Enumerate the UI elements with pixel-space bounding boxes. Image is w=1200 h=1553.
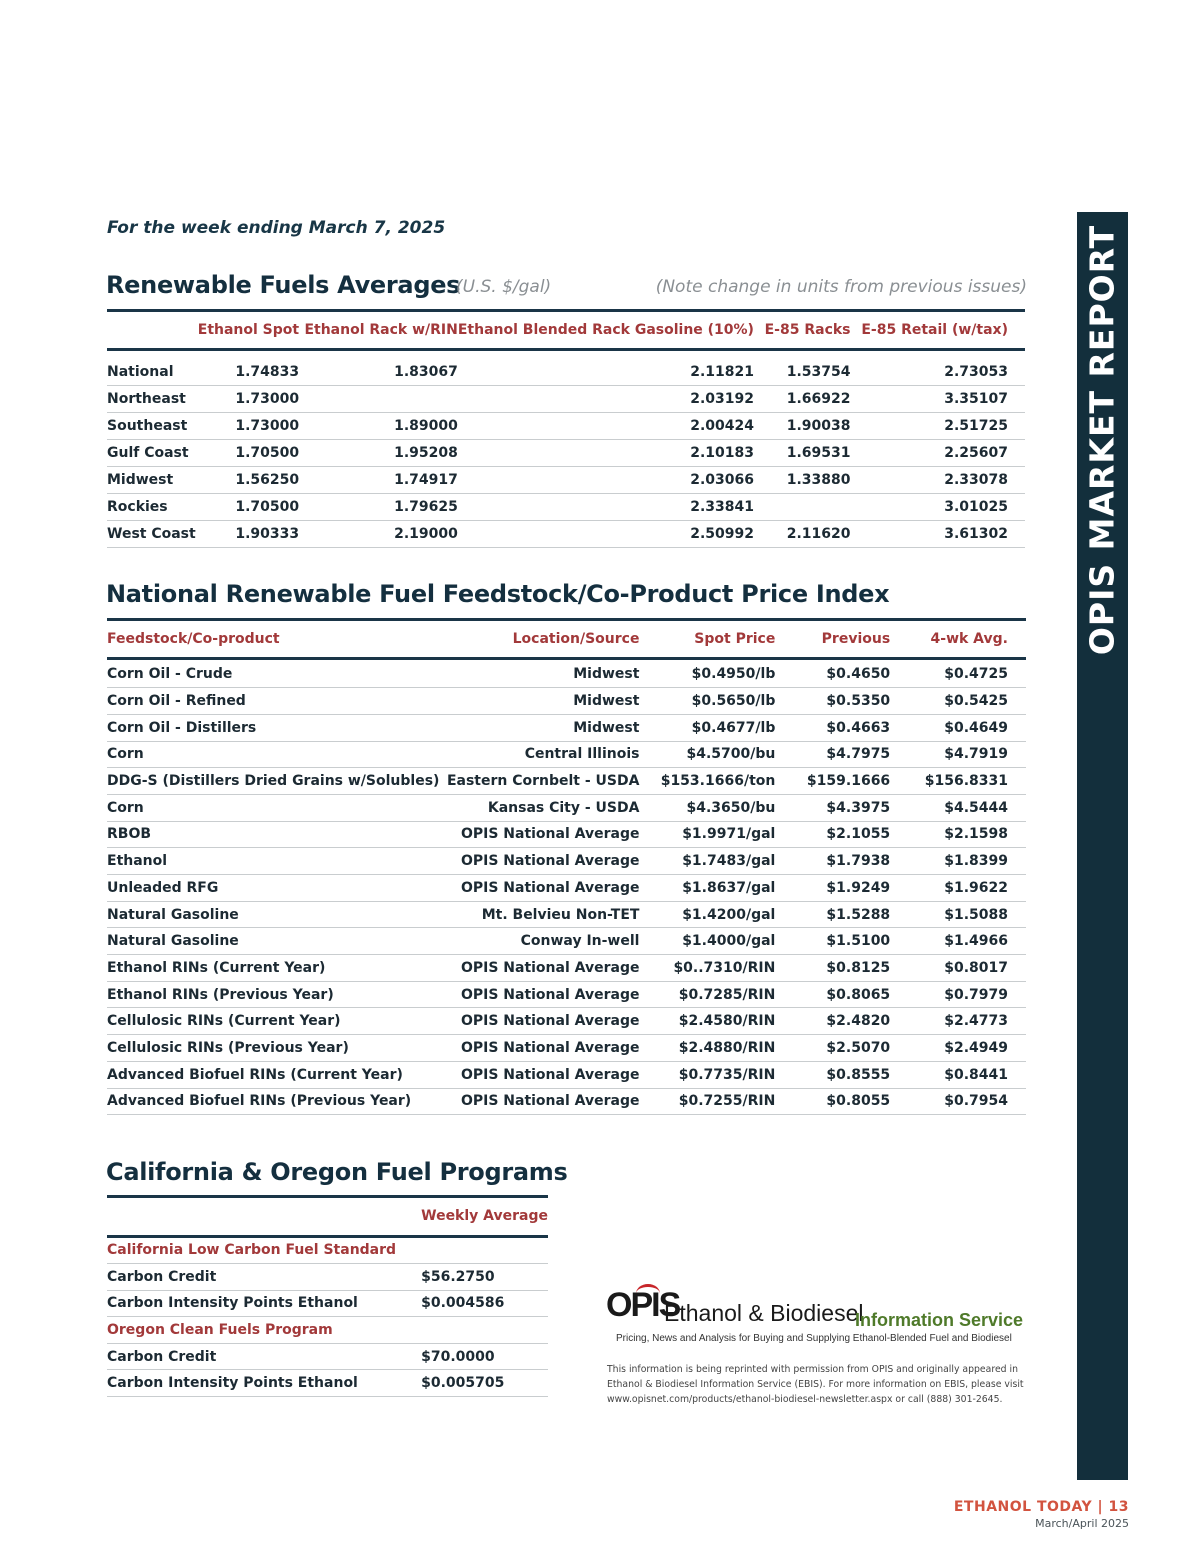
avg-cell: $4.5444 xyxy=(890,794,1026,821)
value-cell: 1.79625 xyxy=(299,493,458,520)
spot-cell: $1.7483/gal xyxy=(639,848,775,875)
location-cell: Kansas City - USDA xyxy=(447,794,640,821)
renewable-note: (Note change in units from previous issues) xyxy=(655,277,1027,297)
feedstock-col-location: Location/Source xyxy=(512,630,640,647)
value-cell: 3.01025 xyxy=(851,493,1025,520)
location-cell: OPIS National Average xyxy=(447,875,640,902)
feedstock-table xyxy=(107,621,1026,1115)
value-cell: 2.00424 xyxy=(458,412,754,439)
spot-cell: $0.7285/RIN xyxy=(639,981,775,1008)
table-row xyxy=(107,1343,548,1370)
previous-cell: $0.8065 xyxy=(775,981,890,1008)
california-table-wrap xyxy=(107,1198,548,1397)
program-subheader xyxy=(107,1317,548,1344)
previous-cell: $159.1666 xyxy=(775,768,890,795)
table-row xyxy=(107,520,1025,547)
value-cell: 2.25607 xyxy=(851,439,1025,466)
feedstock-cell: Advanced Biofuel RINs (Previous Year) xyxy=(107,1088,447,1115)
avg-cell: $156.8331 xyxy=(890,768,1026,795)
spot-cell: $0.7735/RIN xyxy=(639,1061,775,1088)
spot-cell: $0..7310/RIN xyxy=(639,955,775,982)
spot-cell: $4.3650/bu xyxy=(639,794,775,821)
feedstock-cell: Advanced Biofuel RINs (Current Year) xyxy=(107,1061,447,1088)
location-cell: OPIS National Average xyxy=(447,981,640,1008)
table-row xyxy=(107,901,1026,928)
avg-cell: $0.4649 xyxy=(890,714,1026,741)
table-row xyxy=(107,928,1026,955)
table-row xyxy=(107,1035,1026,1062)
table-row xyxy=(107,493,1025,520)
table-row xyxy=(107,1264,548,1291)
renewable-table xyxy=(107,312,1025,548)
table-row xyxy=(107,385,1025,412)
previous-cell: $4.3975 xyxy=(775,794,890,821)
table-row xyxy=(107,1061,1026,1088)
feedstock-cell: Ethanol xyxy=(107,848,447,875)
avg-cell: $1.4966 xyxy=(890,928,1026,955)
location-cell: OPIS National Average xyxy=(447,821,640,848)
renewable-col-region xyxy=(107,312,198,349)
avg-cell: $4.7919 xyxy=(890,741,1026,768)
table-row xyxy=(107,794,1026,821)
disclaimer-text: This information is being reprinted with permission from OPIS and originally appeared in Ethanol & Biodiesel Information Service (EBIS). For more information on EBIS, please visit www.opisnet.com/products/ethanol-biodiesel-newsletter.aspx or call (888) 301-2645. xyxy=(607,1364,1024,1405)
spot-cell: $1.8637/gal xyxy=(639,875,775,902)
previous-cell: $0.8555 xyxy=(775,1061,890,1088)
spot-cell: $1.9971/gal xyxy=(639,821,775,848)
table-row xyxy=(107,1088,1026,1115)
program-item-label: Carbon Intensity Points Ethanol xyxy=(107,1290,421,1317)
value-cell: 1.69531 xyxy=(754,439,851,466)
renewable-col-ethanol-spot: Ethanol Spot xyxy=(197,321,300,338)
feedstock-cell: Corn Oil - Refined xyxy=(107,688,447,715)
program-subheader xyxy=(107,1236,548,1264)
program-item-value: $0.005705 xyxy=(421,1370,548,1397)
value-cell: 1.83067 xyxy=(299,359,458,386)
feedstock-cell: Unleaded RFG xyxy=(107,875,447,902)
program-item-label: Carbon Intensity Points Ethanol xyxy=(107,1370,421,1397)
value-cell: 2.33078 xyxy=(851,466,1025,493)
spot-cell: $0.4677/lb xyxy=(639,714,775,741)
table-row xyxy=(107,688,1026,715)
sidebar-banner xyxy=(1077,212,1128,1480)
value-cell: 2.51725 xyxy=(851,412,1025,439)
feedstock-cell: Natural Gasoline xyxy=(107,928,447,955)
feedstock-col-previous: Previous xyxy=(821,630,891,647)
california-title: California & Oregon Fuel Programs xyxy=(106,1158,568,1186)
sidebar-label: OPIS MARKET REPORT xyxy=(1082,224,1122,656)
value-cell: 1.73000 xyxy=(198,385,299,412)
feedstock-cell: Corn Oil - Crude xyxy=(107,662,447,688)
avg-cell: $0.5425 xyxy=(890,688,1026,715)
previous-cell: $0.8125 xyxy=(775,955,890,982)
location-cell: OPIS National Average xyxy=(447,1061,640,1088)
value-cell: 2.73053 xyxy=(851,359,1025,386)
table-row xyxy=(107,875,1026,902)
value-cell: 2.03192 xyxy=(458,385,754,412)
value-cell: 1.53754 xyxy=(754,359,851,386)
table-row xyxy=(107,981,1026,1008)
avg-cell: $0.4725 xyxy=(890,662,1026,688)
feedstock-title: National Renewable Fuel Feedstock/Co-Product Price Index xyxy=(106,580,890,608)
avg-cell: $0.8441 xyxy=(890,1061,1026,1088)
previous-cell: $1.7938 xyxy=(775,848,890,875)
value-cell: 2.11821 xyxy=(458,359,754,386)
value-cell: 1.33880 xyxy=(754,466,851,493)
program-value xyxy=(421,1317,548,1344)
region-cell: National xyxy=(107,359,198,386)
avg-cell: $2.1598 xyxy=(890,821,1026,848)
previous-cell: $1.9249 xyxy=(775,875,890,902)
value-cell: 2.03066 xyxy=(458,466,754,493)
value-cell: 2.11620 xyxy=(754,520,851,547)
table-row xyxy=(107,955,1026,982)
location-cell: Central Illinois xyxy=(447,741,640,768)
avg-cell: $0.7954 xyxy=(890,1088,1026,1115)
footer-date: March/April 2025 xyxy=(1035,1517,1129,1530)
previous-cell: $1.5288 xyxy=(775,901,890,928)
feedstock-cell: Natural Gasoline xyxy=(107,901,447,928)
previous-cell: $2.1055 xyxy=(775,821,890,848)
location-cell: OPIS National Average xyxy=(447,1088,640,1115)
location-cell: OPIS National Average xyxy=(447,955,640,982)
table-row xyxy=(107,662,1026,688)
previous-cell: $2.5070 xyxy=(775,1035,890,1062)
location-cell: Midwest xyxy=(447,662,640,688)
value-cell: 1.90038 xyxy=(754,412,851,439)
value-cell: 1.70500 xyxy=(198,493,299,520)
spot-cell: $0.5650/lb xyxy=(639,688,775,715)
value-cell: 1.56250 xyxy=(198,466,299,493)
feedstock-cell: Cellulosic RINs (Previous Year) xyxy=(107,1035,447,1062)
spot-cell: $4.5700/bu xyxy=(639,741,775,768)
avg-cell: $2.4949 xyxy=(890,1035,1026,1062)
value-cell: 1.73000 xyxy=(198,412,299,439)
table-row xyxy=(107,768,1026,795)
table-row xyxy=(107,439,1025,466)
spot-cell: $1.4000/gal xyxy=(639,928,775,955)
avg-cell: $1.5088 xyxy=(890,901,1026,928)
table-row xyxy=(107,1008,1026,1035)
program-value xyxy=(421,1236,548,1264)
program-label: Oregon Clean Fuels Program xyxy=(107,1317,421,1344)
california-col-weekly: Weekly Average xyxy=(421,1208,548,1225)
feedstock-cell: RBOB xyxy=(107,821,447,848)
program-item-label: Carbon Credit xyxy=(107,1343,421,1370)
value-cell: 1.70500 xyxy=(198,439,299,466)
previous-cell: $4.7975 xyxy=(775,741,890,768)
week-label: For the week ending March 7, 2025 xyxy=(107,218,446,238)
region-cell: Northeast xyxy=(107,385,198,412)
table-row xyxy=(107,741,1026,768)
region-cell: Southeast xyxy=(107,412,198,439)
program-item-label: Carbon Credit xyxy=(107,1264,421,1291)
value-cell: 1.95208 xyxy=(299,439,458,466)
renewable-col-e85-racks: E-85 Racks xyxy=(764,321,851,338)
renewable-units: (U.S. $/gal) xyxy=(456,277,552,297)
value-cell: 3.35107 xyxy=(851,385,1025,412)
table-row xyxy=(107,412,1025,439)
feedstock-cell: DDG-S (Distillers Dried Grains w/Solubles) xyxy=(107,768,447,795)
value-cell: 2.10183 xyxy=(458,439,754,466)
location-cell: Midwest xyxy=(447,714,640,741)
renewable-title: Renewable Fuels Averages xyxy=(106,271,461,299)
feedstock-col-name: Feedstock/Co-product xyxy=(107,630,280,647)
table-row xyxy=(107,714,1026,741)
table-row xyxy=(107,1370,548,1397)
avg-cell: $2.4773 xyxy=(890,1008,1026,1035)
feedstock-cell: Corn xyxy=(107,794,447,821)
table-row xyxy=(107,359,1025,386)
value-cell: 2.33841 xyxy=(458,493,754,520)
feedstock-cell: Ethanol RINs (Current Year) xyxy=(107,955,447,982)
renewable-table-wrap xyxy=(107,312,1025,548)
table-row xyxy=(107,821,1026,848)
previous-cell: $2.4820 xyxy=(775,1008,890,1035)
feedstock-cell: Corn Oil - Distillers xyxy=(107,714,447,741)
previous-cell: $1.5100 xyxy=(775,928,890,955)
renewable-col-e85-retail: E-85 Retail (w/tax) xyxy=(861,321,1008,338)
california-header-row xyxy=(107,1198,548,1236)
value-cell: 2.19000 xyxy=(299,520,458,547)
opis-logo: OPIS xyxy=(606,1286,680,1324)
value-cell: 1.89000 xyxy=(299,412,458,439)
value-cell: 1.66922 xyxy=(754,385,851,412)
location-cell: Conway In-well xyxy=(447,928,640,955)
spot-cell: $0.7255/RIN xyxy=(639,1088,775,1115)
previous-cell: $0.5350 xyxy=(775,688,890,715)
avg-cell: $1.9622 xyxy=(890,875,1026,902)
table-row xyxy=(107,466,1025,493)
table-row xyxy=(107,848,1026,875)
value-cell: 1.74833 xyxy=(198,359,299,386)
previous-cell: $0.8055 xyxy=(775,1088,890,1115)
location-cell: Mt. Belvieu Non-TET xyxy=(447,901,640,928)
location-cell: OPIS National Average xyxy=(447,1035,640,1062)
spot-cell: $1.4200/gal xyxy=(639,901,775,928)
footer-title: ETHANOL TODAY | 13 xyxy=(953,1499,1129,1515)
value-cell xyxy=(754,493,851,520)
value-cell: 3.61302 xyxy=(851,520,1025,547)
feedstock-header-row xyxy=(107,621,1026,658)
feedstock-col-spot: Spot Price xyxy=(694,630,776,647)
location-cell: OPIS National Average xyxy=(447,848,640,875)
spot-cell: $153.1666/ton xyxy=(639,768,775,795)
value-cell: 1.74917 xyxy=(299,466,458,493)
program-item-value: $0.004586 xyxy=(421,1290,548,1317)
previous-cell: $0.4650 xyxy=(775,662,890,688)
value-cell: 1.90333 xyxy=(198,520,299,547)
logo-service-name: Information Service xyxy=(855,1310,1024,1330)
region-cell: Midwest xyxy=(107,466,198,493)
program-item-value: $56.2750 xyxy=(421,1264,548,1291)
avg-cell: $1.8399 xyxy=(890,848,1026,875)
region-cell: West Coast xyxy=(107,520,198,547)
location-cell: Eastern Cornbelt - USDA xyxy=(447,768,640,795)
renewable-header-row xyxy=(107,312,1025,349)
spot-cell: $2.4580/RIN xyxy=(639,1008,775,1035)
feedstock-col-avg: 4-wk Avg. xyxy=(930,630,1008,647)
feedstock-cell: Corn xyxy=(107,741,447,768)
california-table xyxy=(107,1198,548,1397)
program-item-value: $70.0000 xyxy=(421,1343,548,1370)
region-cell: Rockies xyxy=(107,493,198,520)
renewable-col-ethanol-rack: Ethanol Rack w/RIN xyxy=(304,321,458,338)
spot-cell: $2.4880/RIN xyxy=(639,1035,775,1062)
previous-cell: $0.4663 xyxy=(775,714,890,741)
avg-cell: $0.8017 xyxy=(890,955,1026,982)
avg-cell: $0.7979 xyxy=(890,981,1026,1008)
renewable-col-blended-rack: Ethanol Blended Rack Gasoline (10%) xyxy=(457,321,754,338)
value-cell xyxy=(299,385,458,412)
feedstock-cell: Cellulosic RINs (Current Year) xyxy=(107,1008,447,1035)
value-cell: 2.50992 xyxy=(458,520,754,547)
feedstock-cell: Ethanol RINs (Previous Year) xyxy=(107,981,447,1008)
location-cell: Midwest xyxy=(447,688,640,715)
feedstock-table-wrap xyxy=(107,621,1026,1115)
spot-cell: $0.4950/lb xyxy=(639,662,775,688)
location-cell: OPIS National Average xyxy=(447,1008,640,1035)
logo-product-name: Ethanol & Biodiesel xyxy=(664,1300,864,1326)
region-cell: Gulf Coast xyxy=(107,439,198,466)
logo-tagline: Pricing, News and Analysis for Buying and Supplying Ethanol-Blended Fuel and Biodiesel xyxy=(616,1333,1012,1344)
table-row xyxy=(107,1290,548,1317)
program-label: California Low Carbon Fuel Standard xyxy=(107,1236,421,1264)
